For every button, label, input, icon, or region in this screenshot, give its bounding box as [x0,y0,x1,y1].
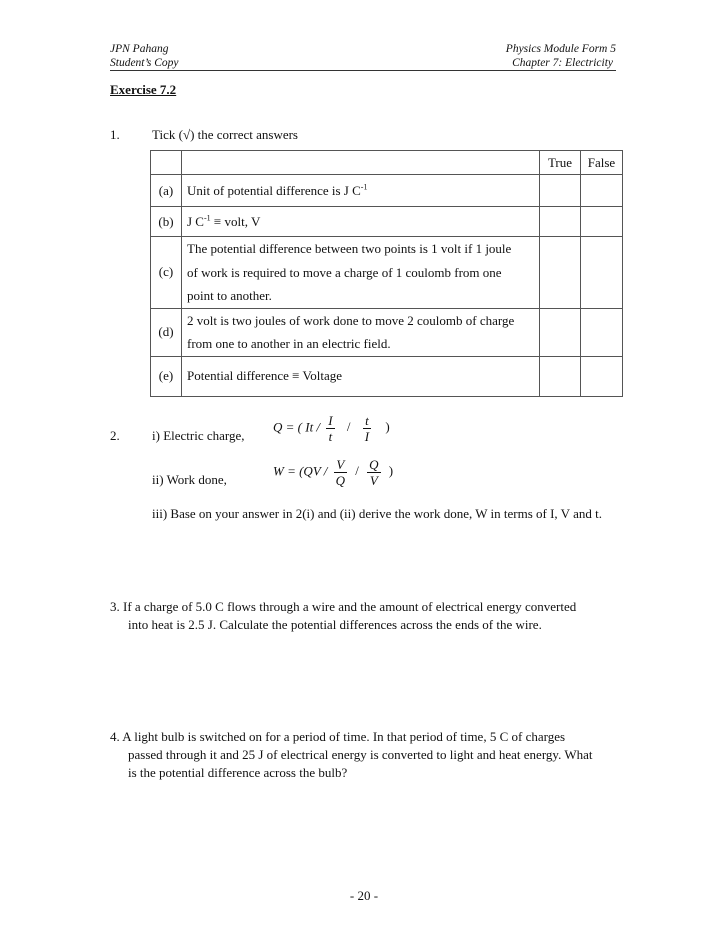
q2-part-iii: iii) Base on your answer in 2(i) and (ii) derive the work done, W in terms of I, V and t. [152,506,602,521]
header-copy-type: Student’s Copy [110,57,179,69]
table-row [151,356,623,396]
row-label: (d) [151,308,182,356]
q2-part-ii-formula: W = (QV / $\frac{V}{Q}$ / $\frac{Q}{V}$ ) [273,457,394,488]
table-row [151,308,623,356]
table-row [151,207,623,237]
fraction: $\frac{t}{I}$ [364,413,370,444]
row-label: (e) [151,356,182,396]
q2-part-i-formula: Q = ( It / $\frac{I}{t}$ / $\frac{t}{I}$ ) [273,413,390,444]
fraction: $\frac{I}{t}$ [328,413,333,444]
false-tick-cell[interactable] [581,175,623,207]
table-row [151,175,623,207]
exercise-title: Exercise 7.2 [110,82,177,97]
table-header-row [151,151,623,175]
statement: Unit of potential difference is J $C^{-1}$ [182,175,540,207]
table-row [151,237,623,309]
q3-text: 3. If a charge of 5.0 C flows through a wire and the amount of electrical energy converted into heat is 2.5 J. Calculate the potential differences across the ends of the wire. [110,599,577,632]
q2-part-ii-label: ii) Work done, [152,472,227,487]
false-column-header: False [581,151,623,175]
statement: Potential difference ≡ Voltage [182,356,540,396]
header-module: Physics Module Form 5 [505,43,616,55]
header-chapter: Chapter 7: Electricity [512,57,613,69]
q1-number: 1. [110,127,120,142]
false-tick-cell[interactable] [581,356,623,396]
false-tick-cell[interactable] [581,237,623,309]
statement: J $C^{-1}$ ≡ volt, V [182,207,540,237]
q1-instruction: Tick (√) the correct answers [152,127,298,142]
q2-number: 2. [110,428,120,443]
true-column-header: True [540,151,581,175]
fraction: $\frac{Q}{V}$ [369,457,379,488]
true-tick-cell[interactable] [540,237,581,309]
page-number: - 20 - [349,888,379,903]
q4-text: 4. A light bulb is switched on for a period of time. In that period of time, 5 C of charges passed through it and 25 J of electrical energy is converted to light and heat energy. What is the potential difference across the bulb? [110,729,593,780]
true-tick-cell[interactable] [540,356,581,396]
false-tick-cell[interactable] [581,308,623,356]
row-label: (b) [151,207,182,237]
false-tick-cell[interactable] [581,207,623,237]
header-divider [110,70,616,71]
statement: 2 volt is two joules of work done to move 2 coulomb of charge from one to another in an electric field. [182,308,540,356]
fraction: $\frac{V}{Q}$ [335,457,346,488]
q2-part-i-label: i) Electric charge, [152,428,245,443]
row-label: (c) [151,237,182,309]
true-tick-cell[interactable] [540,207,581,237]
true-tick-cell[interactable] [540,175,581,207]
true-false-table [150,150,623,397]
statement: The potential difference between two points is 1 volt if 1 joule of work is required to move a charge of 1 coulomb from one point to another. [182,237,540,309]
header-source: JPN Pahang [110,43,169,55]
row-label: (a) [151,175,182,207]
true-tick-cell[interactable] [540,308,581,356]
